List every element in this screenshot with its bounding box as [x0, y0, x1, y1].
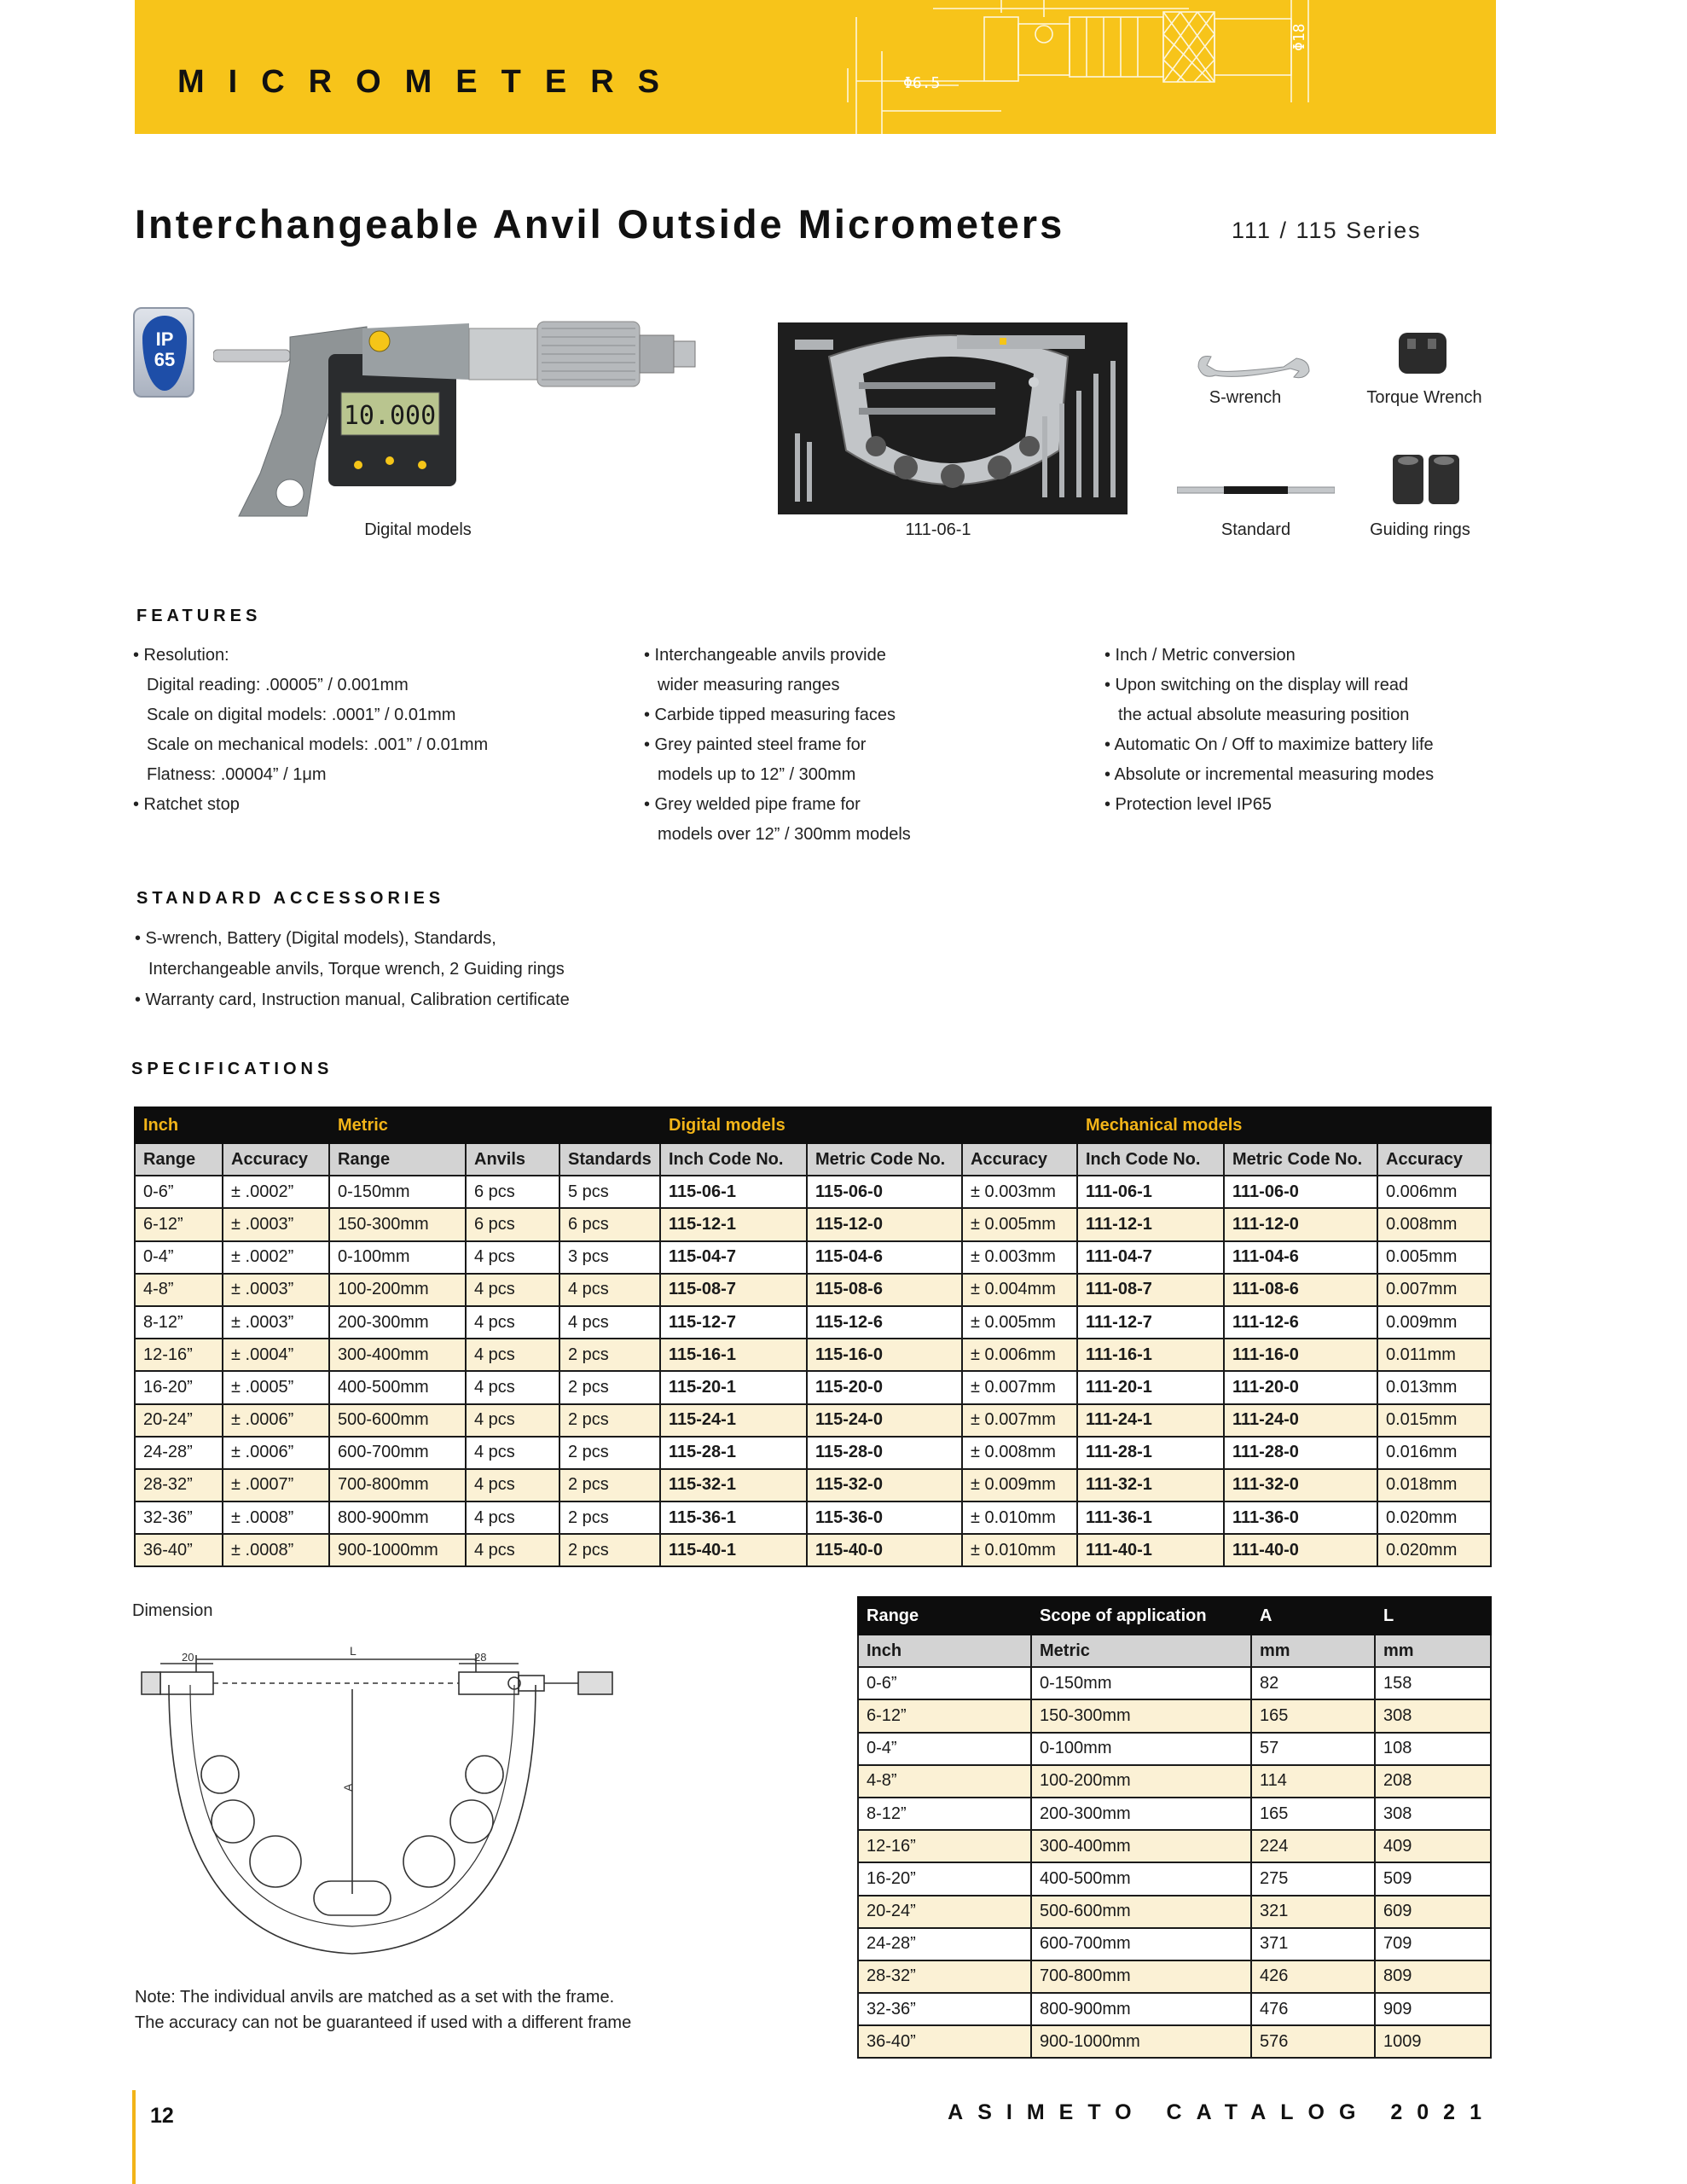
table-row [135, 1469, 1491, 1502]
dim-header: Range [858, 1597, 1031, 1635]
features-col-3 [1104, 641, 1434, 820]
table-cell: ± .0003” [223, 1306, 329, 1339]
table-cell: 609 [1375, 1896, 1491, 1928]
table-cell: 115-40-1 [660, 1534, 807, 1566]
table-cell: 115-12-6 [807, 1306, 962, 1339]
table-cell: 0-150mm [329, 1176, 466, 1208]
table-cell: 32-36” [135, 1502, 223, 1534]
display-reading: 10.000 [343, 401, 437, 431]
table-cell: ± 0.007mm [962, 1404, 1077, 1437]
table-cell: ± .0002” [223, 1241, 329, 1274]
table-cell: ± .0008” [223, 1534, 329, 1566]
table-row [135, 1176, 1491, 1208]
table-cell: 111-12-1 [1077, 1208, 1224, 1240]
table-cell: 4 pcs [466, 1469, 559, 1502]
table-cell: 115-12-7 [660, 1306, 807, 1339]
table-row [858, 1993, 1491, 2025]
table-cell: 20-24” [135, 1404, 223, 1437]
table-row [135, 1502, 1491, 1534]
table-cell: 4 pcs [466, 1241, 559, 1274]
dim-28-label: 28 [474, 1651, 487, 1664]
table-cell: 24-28” [135, 1437, 223, 1469]
table-cell: 0.011mm [1377, 1339, 1491, 1371]
table-cell: 115-06-0 [807, 1176, 962, 1208]
torque-wrench-icon [1390, 328, 1458, 380]
table-cell: 500-600mm [329, 1404, 466, 1437]
spec-column-header: Metric Code No. [807, 1143, 962, 1176]
table-cell: 150-300mm [1031, 1699, 1251, 1732]
dimension-label: Dimension [132, 1601, 213, 1620]
torque-wrench-caption: Torque Wrench [1366, 388, 1482, 407]
table-cell: 800-900mm [1031, 1993, 1251, 2025]
table-row [858, 1862, 1491, 1895]
spec-column-header: Anvils [466, 1143, 559, 1176]
feature-line: Digital reading: .00005” / 0.001mm [147, 676, 409, 694]
table-cell: 115-40-0 [807, 1534, 962, 1566]
table-cell: ± .0008” [223, 1502, 329, 1534]
feature-line: • Upon switching on the display will read [1104, 676, 1409, 694]
table-cell: 0.005mm [1377, 1241, 1491, 1274]
table-cell: 12-16” [858, 1830, 1031, 1862]
table-cell: 6 pcs [466, 1176, 559, 1208]
spec-column-header: Metric Code No. [1224, 1143, 1377, 1176]
table-cell: 4 pcs [466, 1339, 559, 1371]
table-cell: 0-6” [858, 1667, 1031, 1699]
table-cell: ± 0.007mm [962, 1371, 1077, 1403]
table-cell: 3 pcs [559, 1241, 660, 1274]
table-row [135, 1306, 1491, 1339]
spec-column-header: Accuracy [962, 1143, 1077, 1176]
spec-subheader-row [135, 1143, 1491, 1176]
table-cell: 111-12-7 [1077, 1306, 1224, 1339]
table-cell: ± 0.006mm [962, 1339, 1077, 1371]
table-cell: ± 0.004mm [962, 1274, 1077, 1306]
ip-badge-top: IP [155, 328, 174, 350]
table-cell: 200-300mm [329, 1306, 466, 1339]
table-cell: 476 [1251, 1993, 1375, 2025]
table-cell: 6 pcs [466, 1208, 559, 1240]
header-banner [135, 0, 1496, 134]
feature-line: • Resolution: [133, 646, 229, 665]
page-number: 12 [150, 2104, 174, 2128]
table-row [858, 1830, 1491, 1862]
table-cell: 275 [1251, 1862, 1375, 1895]
table-cell: 111-32-0 [1224, 1469, 1377, 1502]
group-header-mechanical: Mechanical models [1077, 1107, 1491, 1143]
specifications-table [134, 1107, 1492, 1567]
table-cell: 111-32-1 [1077, 1469, 1224, 1502]
table-cell: 0.006mm [1377, 1176, 1491, 1208]
table-cell: 114 [1251, 1765, 1375, 1798]
table-cell: ± .0004” [223, 1339, 329, 1371]
table-cell: 111-06-0 [1224, 1176, 1377, 1208]
dimension-drawing [135, 1638, 655, 1979]
digital-models-caption: Digital models [364, 520, 472, 539]
table-cell: 115-04-6 [807, 1241, 962, 1274]
table-cell: 0.015mm [1377, 1404, 1491, 1437]
catalog-name: ASIMETO CATALOG 2021 [948, 2100, 1496, 2124]
table-cell: 24-28” [858, 1928, 1031, 1960]
standard-caption: Standard [1220, 520, 1291, 539]
table-cell: 115-28-0 [807, 1437, 962, 1469]
table-cell: 150-300mm [329, 1208, 466, 1240]
table-cell: ± 0.003mm [962, 1176, 1077, 1208]
table-cell: 165 [1251, 1798, 1375, 1830]
dim-L-label: L [350, 1644, 357, 1658]
table-cell: ± .0007” [223, 1469, 329, 1502]
table-cell: 371 [1251, 1928, 1375, 1960]
table-cell: ± .0005” [223, 1371, 329, 1403]
table-cell: 4 pcs [559, 1306, 660, 1339]
table-cell: 115-32-1 [660, 1469, 807, 1502]
dim-subheader-row [858, 1635, 1491, 1667]
table-cell: 0.020mm [1377, 1534, 1491, 1566]
table-cell: 4-8” [135, 1274, 223, 1306]
note-line: Note: The individual anvils are matched as a set with the frame. [135, 1988, 615, 2007]
table-row [858, 2025, 1491, 2058]
table-cell: 111-40-0 [1224, 1534, 1377, 1566]
table-cell: 400-500mm [1031, 1862, 1251, 1895]
table-cell: 700-800mm [329, 1469, 466, 1502]
table-cell: ± 0.008mm [962, 1437, 1077, 1469]
table-row [858, 1699, 1491, 1732]
table-row [858, 1798, 1491, 1830]
feature-line: • Protection level IP65 [1104, 795, 1272, 814]
table-cell: ± 0.005mm [962, 1208, 1077, 1240]
feature-line: models over 12” / 300mm models [658, 825, 911, 844]
table-cell: ± 0.010mm [962, 1534, 1077, 1566]
table-cell: 308 [1375, 1699, 1491, 1732]
table-cell: 0-6” [135, 1176, 223, 1208]
feature-line: wider measuring ranges [658, 676, 840, 694]
table-cell: 16-20” [858, 1862, 1031, 1895]
table-cell: ± 0.003mm [962, 1241, 1077, 1274]
feature-line: • Grey painted steel frame for [644, 735, 867, 754]
table-cell: 426 [1251, 1960, 1375, 1993]
micrometer-drawing-icon [831, 0, 1496, 134]
spec-column-header: Standards [559, 1143, 660, 1176]
table-cell: ± 0.010mm [962, 1502, 1077, 1534]
table-cell: 111-04-7 [1077, 1241, 1224, 1274]
guiding-rings-icon [1388, 452, 1465, 508]
table-cell: 600-700mm [1031, 1928, 1251, 1960]
table-cell: 111-36-0 [1224, 1502, 1377, 1534]
table-cell: 111-20-1 [1077, 1371, 1224, 1403]
table-cell: 28-32” [135, 1469, 223, 1502]
table-cell: 111-16-1 [1077, 1339, 1224, 1371]
table-cell: 111-16-0 [1224, 1339, 1377, 1371]
table-cell: 115-08-6 [807, 1274, 962, 1306]
dim-20-label: 20 [182, 1651, 194, 1664]
table-cell: 115-04-7 [660, 1241, 807, 1274]
table-cell: 0-100mm [329, 1241, 466, 1274]
table-cell: 4 pcs [466, 1404, 559, 1437]
dim-header: A [1251, 1597, 1375, 1635]
table-cell: 8-12” [135, 1306, 223, 1339]
table-cell: 16-20” [135, 1371, 223, 1403]
spec-column-header: Inch Code No. [1077, 1143, 1224, 1176]
table-cell: 111-12-6 [1224, 1306, 1377, 1339]
table-cell: 900-1000mm [329, 1534, 466, 1566]
banner-title: MICROMETERS [177, 64, 683, 100]
table-cell: 900-1000mm [1031, 2025, 1251, 2058]
dim-subheader: mm [1375, 1635, 1491, 1667]
accessories-heading: STANDARD ACCESSORIES [136, 889, 445, 908]
group-header-metric: Metric [329, 1107, 660, 1143]
specifications-heading: SPECIFICATIONS [131, 1060, 333, 1078]
accessory-line: Interchangeable anvils, Torque wrench, 2 Guiding rings [148, 960, 565, 979]
spec-column-header: Range [135, 1143, 223, 1176]
table-cell: 321 [1251, 1896, 1375, 1928]
table-cell: 0-4” [858, 1733, 1031, 1765]
footer-accent-bar [132, 2090, 136, 2184]
table-cell: 100-200mm [329, 1274, 466, 1306]
table-cell: 0-4” [135, 1241, 223, 1274]
table-cell: 0.016mm [1377, 1437, 1491, 1469]
table-cell: 4 pcs [466, 1534, 559, 1566]
table-cell: 0.013mm [1377, 1371, 1491, 1403]
table-cell: 300-400mm [1031, 1830, 1251, 1862]
accessory-line: • S-wrench, Battery (Digital models), Standards, [135, 929, 496, 948]
table-row [858, 1960, 1491, 1993]
accessories-list [135, 923, 570, 1015]
table-row [858, 1765, 1491, 1798]
table-cell: 4 pcs [466, 1306, 559, 1339]
table-row [135, 1534, 1491, 1566]
table-row [135, 1404, 1491, 1437]
table-cell: 115-16-0 [807, 1339, 962, 1371]
table-cell: 111-28-0 [1224, 1437, 1377, 1469]
table-cell: 57 [1251, 1733, 1375, 1765]
note-line: The accuracy can not be guaranteed if used with a different frame [135, 2013, 632, 2032]
table-cell: 82 [1251, 1667, 1375, 1699]
table-cell: 111-12-0 [1224, 1208, 1377, 1240]
guiding-rings-caption: Guiding rings [1370, 520, 1470, 539]
table-row [858, 1896, 1491, 1928]
table-cell: 28-32” [858, 1960, 1031, 1993]
table-cell: ± .0003” [223, 1208, 329, 1240]
table-cell: 8-12” [858, 1798, 1031, 1830]
phi18-label: Φ18 [1290, 23, 1308, 51]
table-row [858, 1733, 1491, 1765]
spec-column-header: Range [329, 1143, 466, 1176]
table-cell: 115-36-0 [807, 1502, 962, 1534]
table-cell: 12-16” [135, 1339, 223, 1371]
feature-line: Scale on digital models: .0001” / 0.01mm [147, 706, 456, 724]
table-cell: 108 [1375, 1733, 1491, 1765]
table-row [135, 1339, 1491, 1371]
table-row [135, 1241, 1491, 1274]
table-cell: 111-20-0 [1224, 1371, 1377, 1403]
dim-subheader: Metric [1031, 1635, 1251, 1667]
table-cell: 115-24-1 [660, 1404, 807, 1437]
table-cell: 158 [1375, 1667, 1491, 1699]
table-cell: 200-300mm [1031, 1798, 1251, 1830]
series-label: 111 / 115 Series [1232, 218, 1422, 243]
water-drop-icon [142, 316, 187, 391]
table-cell: 115-28-1 [660, 1437, 807, 1469]
table-cell: 700-800mm [1031, 1960, 1251, 1993]
table-cell: 576 [1251, 2025, 1375, 2058]
table-cell: 6-12” [858, 1699, 1031, 1732]
table-cell: 111-28-1 [1077, 1437, 1224, 1469]
table-cell: 165 [1251, 1699, 1375, 1732]
s-wrench-icon [1190, 350, 1318, 384]
standard-rod-icon [1177, 482, 1335, 499]
feature-line: • Grey welded pipe frame for [644, 795, 861, 814]
table-cell: 400-500mm [329, 1371, 466, 1403]
table-cell: 800-900mm [329, 1502, 466, 1534]
table-cell: 409 [1375, 1830, 1491, 1862]
table-cell: ± 0.009mm [962, 1469, 1077, 1502]
table-cell: 111-04-6 [1224, 1241, 1377, 1274]
table-cell: 224 [1251, 1830, 1375, 1862]
table-cell: 111-24-1 [1077, 1404, 1224, 1437]
group-header-inch: Inch [135, 1107, 329, 1143]
table-cell: 5 pcs [559, 1176, 660, 1208]
accessory-line: • Warranty card, Instruction manual, Calibration certificate [135, 990, 570, 1009]
table-row [135, 1437, 1491, 1469]
table-cell: 115-12-0 [807, 1208, 962, 1240]
table-cell: 2 pcs [559, 1371, 660, 1403]
table-cell: 36-40” [858, 2025, 1031, 2058]
table-cell: 709 [1375, 1928, 1491, 1960]
table-cell: 111-24-0 [1224, 1404, 1377, 1437]
table-cell: 4 pcs [466, 1274, 559, 1306]
phi65-label: Φ6.5 [903, 74, 941, 92]
table-cell: 111-40-1 [1077, 1534, 1224, 1566]
ip65-badge [133, 307, 194, 398]
table-cell: 115-12-1 [660, 1208, 807, 1240]
table-cell: 115-08-7 [660, 1274, 807, 1306]
table-cell: 2 pcs [559, 1534, 660, 1566]
feature-line: • Carbide tipped measuring faces [644, 706, 896, 724]
dim-header: L [1375, 1597, 1491, 1635]
table-cell: 0.009mm [1377, 1306, 1491, 1339]
table-cell: 111-36-1 [1077, 1502, 1224, 1534]
table-cell: 0-100mm [1031, 1733, 1251, 1765]
dim-A-label: A [341, 1783, 355, 1792]
table-cell: ± .0003” [223, 1274, 329, 1306]
features-col-2 [644, 641, 911, 850]
table-cell: 36-40” [135, 1534, 223, 1566]
spec-column-header: Accuracy [223, 1143, 329, 1176]
feature-line: • Ratchet stop [133, 795, 240, 814]
set-caption: 111-06-1 [905, 520, 971, 539]
feature-line: models up to 12” / 300mm [658, 765, 856, 784]
table-cell: 1009 [1375, 2025, 1491, 2058]
table-cell: 809 [1375, 1960, 1491, 1993]
table-row [858, 1928, 1491, 1960]
table-cell: 0-150mm [1031, 1667, 1251, 1699]
table-cell: 4 pcs [466, 1437, 559, 1469]
table-cell: ± .0002” [223, 1176, 329, 1208]
table-cell: 115-16-1 [660, 1339, 807, 1371]
table-cell: 0.020mm [1377, 1502, 1491, 1534]
table-cell: 115-06-1 [660, 1176, 807, 1208]
table-cell: 909 [1375, 1993, 1491, 2025]
table-cell: 600-700mm [329, 1437, 466, 1469]
table-cell: 32-36” [858, 1993, 1031, 2025]
table-cell: 6-12” [135, 1208, 223, 1240]
table-cell: 2 pcs [559, 1437, 660, 1469]
table-cell: 4 pcs [559, 1274, 660, 1306]
table-cell: 2 pcs [559, 1339, 660, 1371]
table-cell: 2 pcs [559, 1404, 660, 1437]
table-cell: 2 pcs [559, 1469, 660, 1502]
dim-subheader: mm [1251, 1635, 1375, 1667]
table-row [135, 1274, 1491, 1306]
table-cell: ± 0.005mm [962, 1306, 1077, 1339]
s-wrench-caption: S-wrench [1209, 388, 1282, 407]
table-cell: 115-24-0 [807, 1404, 962, 1437]
digital-micrometer-image [213, 311, 716, 525]
table-cell: 4 pcs [466, 1502, 559, 1534]
table-cell: 308 [1375, 1798, 1491, 1830]
spec-column-header: Accuracy [1377, 1143, 1491, 1176]
table-cell: 208 [1375, 1765, 1491, 1798]
table-cell: 0.008mm [1377, 1208, 1491, 1240]
table-cell: 4 pcs [466, 1371, 559, 1403]
table-cell: 4-8” [858, 1765, 1031, 1798]
feature-line: • Absolute or incremental measuring modes [1104, 765, 1435, 784]
features-heading: FEATURES [136, 607, 262, 625]
table-cell: 115-20-0 [807, 1371, 962, 1403]
feature-line: Scale on mechanical models: .001” / 0.01mm [147, 735, 489, 754]
feature-line: Flatness: .00004” / 1μm [147, 765, 327, 784]
feature-line: • Automatic On / Off to maximize battery life [1104, 735, 1434, 754]
feature-line: • Interchangeable anvils provide [644, 646, 886, 665]
table-cell: ± .0006” [223, 1437, 329, 1469]
table-cell: 111-06-1 [1077, 1176, 1224, 1208]
table-cell: 500-600mm [1031, 1896, 1251, 1928]
table-cell: 111-08-6 [1224, 1274, 1377, 1306]
feature-line: • Inch / Metric conversion [1104, 646, 1296, 665]
table-cell: 509 [1375, 1862, 1491, 1895]
page-title: Interchangeable Anvil Outside Micrometers [135, 201, 1065, 247]
table-row [858, 1667, 1491, 1699]
table-cell: 300-400mm [329, 1339, 466, 1371]
dim-subheader: Inch [858, 1635, 1031, 1667]
table-cell: 2 pcs [559, 1502, 660, 1534]
table-cell: 20-24” [858, 1896, 1031, 1928]
table-cell: 115-20-1 [660, 1371, 807, 1403]
table-cell: 115-32-0 [807, 1469, 962, 1502]
table-cell: 100-200mm [1031, 1765, 1251, 1798]
group-header-digital: Digital models [660, 1107, 1077, 1143]
table-cell: 6 pcs [559, 1208, 660, 1240]
table-cell: 0.018mm [1377, 1469, 1491, 1502]
dimension-table [857, 1596, 1492, 2059]
table-cell: 115-36-1 [660, 1502, 807, 1534]
table-cell: 111-08-7 [1077, 1274, 1224, 1306]
ip-badge-bottom: 65 [154, 349, 176, 370]
micrometer-set-case-image [778, 322, 1128, 514]
table-cell: ± .0006” [223, 1404, 329, 1437]
feature-line: the actual absolute measuring position [1118, 706, 1410, 724]
dimension-note [135, 1984, 631, 2036]
dim-header: Scope of application [1031, 1597, 1251, 1635]
features-col-1 [133, 641, 488, 820]
table-row [135, 1208, 1491, 1240]
table-row [135, 1371, 1491, 1403]
table-cell: 0.007mm [1377, 1274, 1491, 1306]
spec-column-header: Inch Code No. [660, 1143, 807, 1176]
